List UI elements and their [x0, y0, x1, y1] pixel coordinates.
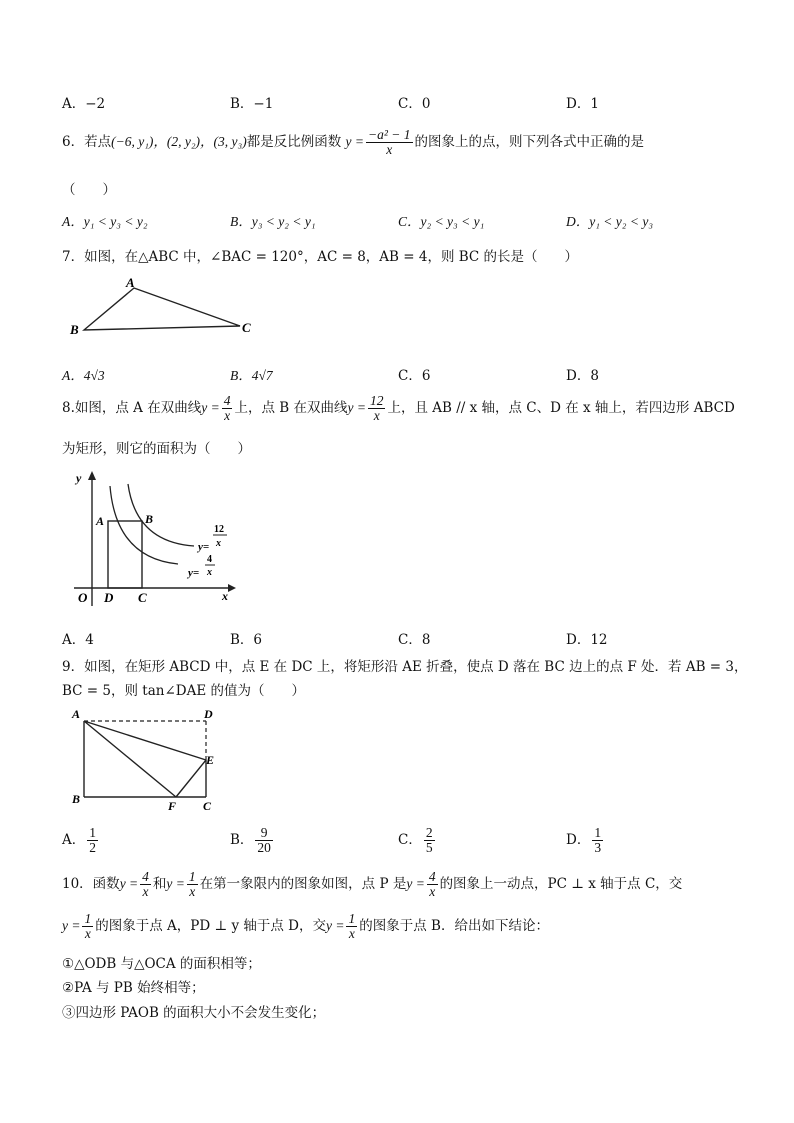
q8-f1-fraction [222, 394, 233, 423]
q8-curve4-den: x [207, 567, 212, 578]
q10-f2-lhs: y = [166, 876, 185, 892]
q8-curve-4-over-x [110, 486, 178, 564]
q10-f1-lhs: y = [119, 876, 139, 892]
q10-s4: 的图象上一动点，PC ⊥ x 轴于点 C，交 [439, 876, 683, 893]
q7-label-b: B [70, 322, 79, 337]
q10-f5-num: 1 [348, 911, 356, 926]
q10-f1-den: x [142, 884, 149, 900]
q6-func-den: x [386, 142, 393, 158]
q8-curve12-den: x [216, 538, 221, 549]
q9-stem-b: BC = 5，则 tan∠DAE 的值为（ ） [62, 683, 305, 699]
q6-func-fraction [366, 128, 413, 157]
q10-f2-num: 1 [188, 869, 196, 884]
q6-func-lhs: y = [345, 134, 365, 150]
q10-f1-fraction [140, 870, 151, 899]
q9-option-d-fraction [592, 826, 603, 855]
q9-option-d-den: 3 [594, 840, 602, 856]
q10-f3-den: x [429, 884, 436, 900]
q7-stem: 7．如图，在△ABC 中，∠BAC = 120°，AC = 8，AB = 4，则 BC 的长是（ ） [62, 249, 579, 265]
q7-option-a: A．4√3 [62, 368, 105, 383]
q9-label-b: B [72, 792, 81, 806]
q9-option-c-label: C． [398, 832, 422, 849]
q8-stem-line1 [62, 394, 735, 423]
q10-f4-lhs: y = [62, 918, 81, 934]
q9-label-f: F [168, 799, 177, 813]
q10-stem-line2 [62, 912, 549, 941]
q5-option-b: B．−1 [230, 96, 274, 112]
q8-f2-den: x [373, 408, 380, 424]
q10-conclusion-2: ②PA 与 PB 始终相等； [62, 980, 205, 996]
q10-stem-line1 [62, 870, 682, 899]
q9-segment-ae [84, 721, 206, 760]
q9-option-d-label: D． [566, 832, 591, 849]
q7-option-b: B．4√7 [230, 368, 273, 383]
q9-option-d [566, 826, 605, 855]
q9-option-c [398, 826, 437, 855]
q9-label-a: A [72, 707, 81, 721]
q6-stem-c: 的图象上的点，则下列各式中正确的是 [414, 134, 645, 151]
q9-option-b-num: 9 [255, 826, 273, 841]
q9-label-e: E [206, 753, 215, 767]
q8-curve4-lhs: y= [188, 567, 200, 579]
q8-hyperbola-figure [66, 466, 246, 616]
q6-option-b: B．y₃ < y₂ < y₁ [230, 214, 316, 229]
q10-f3-num: 4 [428, 869, 436, 884]
q10-f4-den: x [84, 926, 91, 942]
q9-option-a-den: 2 [89, 840, 96, 856]
q7-label-a: A [126, 275, 135, 290]
q8-label-c: C [138, 590, 147, 605]
q5-option-d: D．1 [566, 96, 599, 112]
q7-label-c: C [242, 320, 251, 335]
q10-f3-fraction [427, 870, 438, 899]
q9-option-b-label: B． [230, 832, 254, 849]
q10-f5-den: x [348, 926, 355, 942]
q6-option-a: A．y₁ < y₃ < y₂ [62, 214, 148, 229]
q9-option-c-fraction [424, 826, 435, 855]
q9-option-c-den: 5 [425, 840, 433, 856]
q8-f1-lhs: y = [201, 400, 220, 416]
q9-segment-fe [176, 760, 206, 797]
q9-option-a-num: 1 [89, 825, 96, 840]
q8-option-a: A．4 [62, 632, 94, 648]
q6-stem-a: 6．若点 [62, 134, 112, 151]
q8-stem-a: 8.如图，点 A 在双曲线 [62, 400, 202, 417]
q8-curve12-lhs: y= [198, 541, 210, 553]
q9-option-b-fraction [255, 826, 273, 855]
q6-option-d: D．y₁ < y₂ < y₃ [566, 214, 654, 229]
q8-rectangle-abcd [108, 521, 142, 588]
q9-stem-a: 9．如图，在矩形 ABCD 中，点 E 在 DC 上，将矩形沿 AE 折叠，使点 D 落在 BC 边上的点 F 处．若 AB = 3， [62, 659, 748, 675]
q7-option-c: C．6 [398, 368, 431, 384]
q8-stem-b: 上，点 B 在双曲线 [234, 400, 348, 417]
q6-paren: （ ） [62, 182, 116, 198]
q10-s1: 10．函数 [62, 876, 120, 893]
q8-label-y: y [76, 471, 82, 485]
q8-f2-lhs: y = [347, 400, 366, 416]
q7-option-d: D．8 [566, 368, 599, 384]
q5-option-a: A．−2 [62, 96, 106, 112]
q9-label-c: C [203, 799, 212, 813]
q8-f1-den: x [224, 408, 231, 424]
q9-label-d: D [204, 707, 213, 721]
q8-x-arrow [228, 584, 236, 592]
q10-conclusion-3: ③四边形 PAOB 的面积大小不会发生变化； [62, 1005, 326, 1021]
q8-option-c: C．8 [398, 632, 431, 648]
q8-option-d: D．12 [566, 632, 608, 648]
q10-f5-fraction [346, 912, 357, 941]
q10-f2-fraction [187, 870, 198, 899]
q8-stem-d: 为矩形，则它的面积为（ ） [62, 441, 251, 457]
q10-f2-den: x [189, 884, 196, 900]
q8-y-arrow [88, 471, 96, 480]
q9-option-a-label: A． [62, 832, 86, 849]
q9-option-b-den: 20 [257, 840, 271, 856]
q8-stem-c: 上，且 AB // x 轴，点 C、D 在 x 轴上，若四边形 ABCD [387, 400, 735, 417]
q6-points: (−6, y₁)，(2, y₂)，(3, y₃) [111, 134, 247, 150]
q8-label-a: A [96, 514, 105, 528]
q8-curve4-num: 4 [207, 554, 212, 565]
q10-s3: 在第一象限内的图象如图，点 P 是 [199, 876, 407, 893]
q10-conclusion-1: ①△ODB 与△OCA 的面积相等； [62, 956, 261, 972]
q9-option-a-fraction [87, 826, 98, 855]
q8-label-d: D [104, 590, 114, 605]
q8-f2-num: 12 [369, 393, 384, 408]
q6-stem-b: 都是反比例函数 [246, 134, 342, 151]
q10-f5-lhs: y = [326, 918, 345, 934]
q10-s6: 的图象于点 B．给出如下结论： [359, 918, 549, 935]
q8-label-b: B [145, 512, 154, 526]
q9-segment-af [84, 721, 176, 797]
q10-s5: 的图象于点 A，PD ⊥ y 轴于点 D，交 [95, 918, 326, 935]
q7-triangle-figure [62, 270, 262, 340]
q10-s2: 和 [152, 876, 167, 893]
q8-f2-fraction [368, 394, 386, 423]
q8-option-b: B．6 [230, 632, 263, 648]
q9-rectangle-figure [64, 702, 234, 814]
q8-curve-12-over-x [128, 484, 194, 546]
q10-f1-num: 4 [142, 869, 149, 884]
q5-option-c: C．0 [398, 96, 431, 112]
q6-func-num: −a² − 1 [368, 127, 411, 142]
q9-option-a [62, 826, 100, 855]
q8-f1-num: 4 [223, 393, 231, 408]
q10-f4-fraction [82, 912, 93, 941]
q8-label-x: x [222, 589, 228, 603]
q8-curve12-num: 12 [214, 524, 224, 535]
q9-option-b [230, 826, 275, 855]
q8-label-o: O [78, 590, 88, 605]
q9-option-c-num: 2 [425, 825, 433, 840]
q10-f4-num: 1 [84, 911, 92, 926]
q9-option-d-num: 1 [594, 825, 602, 840]
q10-f3-lhs: y = [406, 876, 425, 892]
q6-stem [62, 128, 644, 157]
q6-option-c: C．y₂ < y₃ < y₁ [398, 214, 485, 229]
q7-triangle [84, 288, 240, 330]
